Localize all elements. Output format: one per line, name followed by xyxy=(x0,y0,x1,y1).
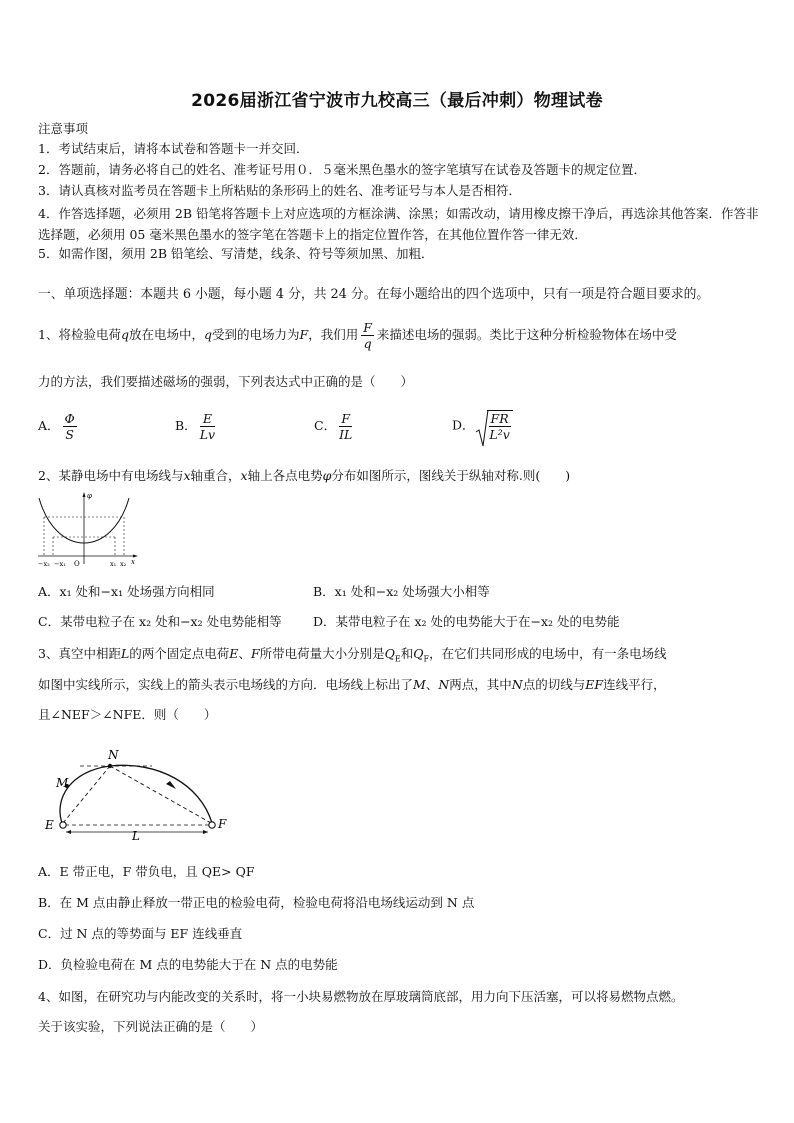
label-F: F xyxy=(218,817,227,831)
label-M: M xyxy=(56,776,69,790)
q3-line2d: 连线平行， xyxy=(603,677,666,692)
question-4-line1: 4、如图，在研究功与内能改变的关系时，将一小块易燃物放在厚玻璃筒底部，用力向下压活塞，可以将易燃物点燃。 xyxy=(38,989,684,1004)
q1-part2: 放在电场中， xyxy=(128,327,204,342)
distance-arrow-left-icon xyxy=(66,830,71,834)
q3-L: L xyxy=(120,646,130,661)
q3-QF: Q xyxy=(413,646,424,661)
notice-item-2: 2．答题前，请务必将自己的姓名、准考证号用０．５毫米黑色墨水的签字笔填写在试卷及答题卡的规定位置． xyxy=(38,162,646,177)
charge-F xyxy=(209,822,215,828)
question-2-stem xyxy=(38,467,570,485)
q2-option-c[interactable]: C．某带电粒子在 x₂ 处和−x₂ 处电势能相等 xyxy=(38,614,282,629)
q2-stem-c: 轴上各点电势 xyxy=(247,468,323,483)
question-4-line2: 关于该实验，下列说法正确的是（ ） xyxy=(38,1019,264,1034)
q3-option-b[interactable]: B．在 M 点由静止释放一带正电的检验电荷，检验电荷将沿电场线运动到 N 点 xyxy=(38,895,475,910)
label-origin: O xyxy=(74,560,80,568)
q1-option-a-label: A． xyxy=(38,418,60,433)
label-L: L xyxy=(132,829,140,843)
q1-option-d-den: L²v xyxy=(489,427,510,442)
q2-stem-b: 轴重合， xyxy=(190,468,241,483)
question-3-line2: 如图中实线所示，实线上的箭头表示电场线的方向．电场线上标出了M、N两点，其中N点的切线与EF连线平行， xyxy=(38,677,666,692)
q3-line2c: 点的切线与 xyxy=(522,677,586,692)
q1-option-d-frac xyxy=(489,411,511,442)
label-N: N xyxy=(108,748,119,762)
q3-line2a: 如图中实线所示，实线上的箭头表示电场线的方向．电场线上标出了 xyxy=(38,677,414,692)
q2-option-b[interactable]: B．x₁ 处和−x₂ 处场强大小相等 xyxy=(313,584,490,599)
q1-option-c-num: F xyxy=(339,411,352,427)
q1-frac-den: q xyxy=(363,336,372,351)
q1-option-b-label: B． xyxy=(175,418,197,433)
question-1-stem xyxy=(38,318,677,352)
q1-option-c-frac xyxy=(339,411,352,442)
q2-stem-a: 2、某静电场中有电场线与 xyxy=(38,468,184,483)
q3-line2b: 两点，其中 xyxy=(449,677,512,692)
q2-option-a[interactable]: A．x₁ 处和−x₁ 处场强方向相同 xyxy=(38,584,215,599)
point-N xyxy=(108,764,112,768)
q1-option-d[interactable] xyxy=(452,410,513,442)
q3-N-2: N xyxy=(511,677,523,692)
q3-QF-sub: F xyxy=(423,654,430,664)
q1-option-a-num: Φ xyxy=(64,411,75,426)
q2-option-d[interactable]: D．某带电粒子在 x₂ 处的电势能大于在−x₂ 处的电势能 xyxy=(313,614,620,629)
distance-arrow-right-icon xyxy=(203,830,208,834)
q1-part1: 1、将检验电荷 xyxy=(38,327,121,342)
label-x2: x₂ xyxy=(120,560,127,568)
q1-option-b-frac xyxy=(200,411,215,442)
section-heading: 一、单项选择题：本题共 6 小题，每小题 4 分，共 24 分。在每小题给出的四个选项中，只有一项是符合题目要求的。 xyxy=(38,287,710,302)
q3-line1a: 3、真空中相距 xyxy=(38,646,121,661)
q3-F: F xyxy=(250,646,260,661)
q3-option-a[interactable]: A．E 带正电，F 带负电，且 QE> QF xyxy=(38,864,255,879)
dashed-EN xyxy=(63,766,110,823)
field-line-figure xyxy=(40,744,240,844)
q3-M: M xyxy=(413,677,426,692)
q1-option-d-num: FR xyxy=(490,411,509,426)
label-E: E xyxy=(45,818,54,832)
question-3-line1: 3、真空中相距L的两个固定点电荷E、F所带电荷量大小分别是$Q_E$和$Q_F$，在它们共同形成的电场中，有一条电场线 xyxy=(38,646,667,664)
field-line-curve xyxy=(60,765,212,823)
notice-item-1: 1．考试结束后，请将本试卷和答题卡一并交回． xyxy=(38,141,309,156)
q3-QE-sub: E xyxy=(394,654,401,664)
label-x: x xyxy=(131,558,135,566)
q1-option-a[interactable] xyxy=(38,411,80,442)
q1-option-b[interactable] xyxy=(175,411,218,442)
q2-phi: φ xyxy=(322,468,332,483)
q1-option-b-num: E xyxy=(200,411,215,427)
sqrt-icon xyxy=(475,410,513,442)
q3-line1c: 所带电荷量大小分别是 xyxy=(259,646,385,661)
q1-option-a-den: S xyxy=(65,427,74,442)
label-neg-x2: −x₂ xyxy=(38,560,50,568)
q2-x-2: x xyxy=(240,468,248,483)
q3-and: 和 xyxy=(400,646,414,661)
field-direction-arrow-icon xyxy=(166,781,176,789)
notice-item-5: 5．如需作图，须用 2B 铅笔绘、写清楚，线条、符号等须加黑、加粗． xyxy=(38,246,434,261)
q1-part4: ，我们用 xyxy=(308,327,359,342)
q2-stem-d: 分布如图所示，图线关于纵轴对称.则( ) xyxy=(331,468,571,483)
charge-E xyxy=(60,822,66,828)
q1-option-c-label: C． xyxy=(314,418,337,433)
q3-EF: EF xyxy=(585,677,604,692)
q2-x: x xyxy=(183,468,191,483)
question-3-line3: 且∠NEF＞∠NFE．则（ ） xyxy=(38,707,217,722)
notice-item-4: 4．作答选择题，必须用 2B 铅笔将答题卡上对应选项的方框涂满、涂黑；如需改动，请用橡皮擦干净后，再选涂其他答案．作答非选择题，必须用 05 毫米黑色墨水的签字笔在答题卡上的指定位置作答，在其他位置作答一律无效． xyxy=(38,206,759,242)
q1-q: q xyxy=(120,327,129,342)
page-title: 2026届浙江省宁波市九校高三（最后冲刺）物理试卷 xyxy=(191,91,603,111)
potential-graph-figure xyxy=(36,490,140,572)
q3-option-d[interactable]: D．负检验电荷在 M 点的电势能大于在 N 点的电势能 xyxy=(38,957,338,972)
q3-line1d: ，在它们共同形成的电场中，有一条电场线 xyxy=(429,646,667,661)
y-axis-arrow-icon xyxy=(83,492,86,497)
q1-frac-num: F xyxy=(363,320,372,335)
label-x1: x₁ xyxy=(110,560,117,568)
q1-part5: 来描述电场的强弱。类比于这种分析检验物体在场中受 xyxy=(376,327,677,342)
q3-N: N xyxy=(438,677,450,692)
q1-fraction xyxy=(361,320,374,351)
q1-part3: 受到的电场力为 xyxy=(212,327,300,342)
q1-option-a-frac xyxy=(63,411,77,442)
q1-option-c[interactable] xyxy=(314,411,355,442)
label-neg-x1: −x₁ xyxy=(54,560,66,568)
q1-q-2: q xyxy=(204,327,213,342)
notice-heading: 注意事项 xyxy=(38,121,89,136)
q3-E: E xyxy=(229,646,239,661)
notice-item-3: 3．请认真核对监考员在答题卡上所粘贴的条形码上的姓名、准考证号与本人是否相符． xyxy=(38,183,521,198)
q1-option-c-den: IL xyxy=(339,427,353,442)
q1-F: F xyxy=(299,327,309,342)
q3-option-c[interactable]: C．过 N 点的等势面与 EF 连线垂直 xyxy=(38,926,243,941)
q3-line1b: 的两个固定点电荷 xyxy=(129,646,230,661)
q1-option-d-label: D． xyxy=(452,417,475,433)
label-phi: φ xyxy=(87,492,92,500)
question-1-line2: 力的方法，我们要描述磁场的强弱，下列表达式中正确的是（ ） xyxy=(38,374,414,389)
q1-option-b-den: Lv xyxy=(199,427,216,442)
q3-QE: Q xyxy=(384,646,395,661)
